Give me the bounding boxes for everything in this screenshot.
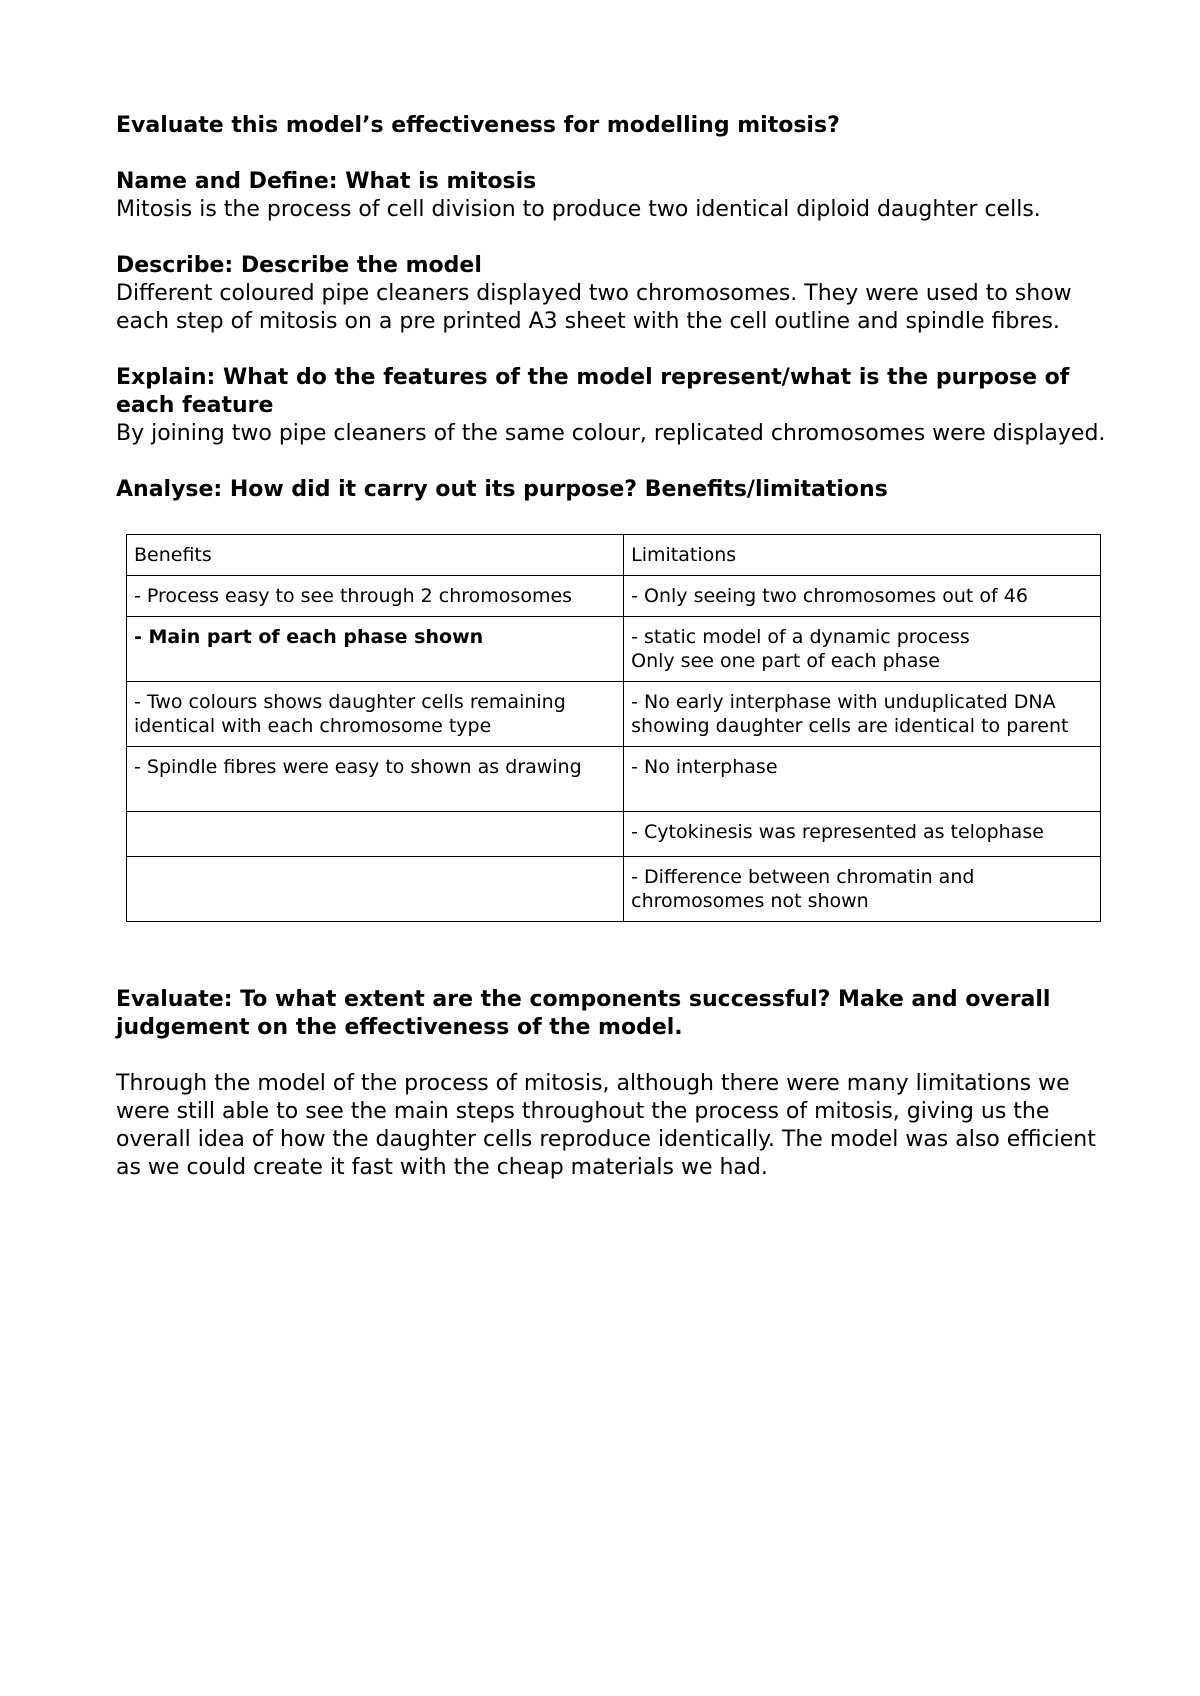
document-page	[116, 112, 1106, 1182]
analyse-heading: Analyse: How did it carry out its purpose? Benefits/limitations	[116, 477, 888, 502]
describe-body: Different coloured pipe cleaners displayed two chromosomes. They were used to show each step of mitosis on a pre printed A3 sheet with the cell outline and spindle fibres.	[116, 281, 1072, 334]
spacer	[116, 224, 1106, 252]
spacer	[116, 336, 1106, 364]
limitation-text-secondary: Only see one part of each phase	[631, 650, 940, 672]
explain-heading: Explain: What do the features of the model represent/what is the purpose of each feature	[116, 365, 1070, 418]
table-row	[127, 812, 1101, 857]
limitation-text: - Difference between chromatin and chromosomes not shown	[631, 866, 975, 912]
limitation-cell	[624, 857, 1101, 922]
limitation-text: - Only seeing two chromosomes out of 46	[631, 585, 1028, 607]
define-body: Mitosis is the process of cell division to produce two identical diploid daughter cells.	[116, 197, 1041, 222]
limitation-text: - No interphase	[631, 756, 778, 778]
evaluate-heading: Evaluate: To what extent are the components successful? Make and overall judgement on the effectiveness of the model.	[116, 987, 1051, 1040]
document-title: Evaluate this model’s effectiveness for modelling mitosis?	[116, 113, 840, 138]
limitation-cell	[624, 617, 1101, 682]
benefit-cell: - Main part of each phase shown	[127, 617, 624, 682]
benefits-limitations-table	[126, 534, 1101, 922]
limitations-header: Limitations	[624, 535, 1101, 576]
limitation-text: - Cytokinesis was represented as telophase	[631, 821, 1044, 843]
benefit-cell	[127, 812, 624, 857]
table-header-row	[127, 535, 1101, 576]
table-row	[127, 576, 1101, 617]
limitation-text: - static model of a dynamic process	[631, 626, 970, 648]
describe-heading: Describe: Describe the model	[116, 253, 482, 278]
limitation-cell	[624, 576, 1101, 617]
table-row	[127, 747, 1101, 812]
table-row	[127, 617, 1101, 682]
benefit-cell	[127, 857, 624, 922]
spacer	[116, 922, 1106, 986]
benefits-header: Benefits	[127, 535, 624, 576]
benefit-cell: - Two colours shows daughter cells remaining identical with each chromosome type	[127, 682, 624, 747]
spacer	[116, 140, 1106, 168]
table-row	[127, 682, 1101, 747]
spacer	[116, 448, 1106, 476]
limitation-cell	[624, 812, 1101, 857]
table-row	[127, 857, 1101, 922]
limitation-text: - No early interphase with unduplicated DNA showing daughter cells are identical to parent	[631, 691, 1069, 737]
define-heading: Name and Define: What is mitosis	[116, 169, 537, 194]
limitation-cell	[624, 747, 1101, 812]
benefit-cell: - Spindle fibres were easy to shown as drawing	[127, 747, 624, 812]
benefit-cell: - Process easy to see through 2 chromosomes	[127, 576, 624, 617]
spacer	[116, 1042, 1106, 1070]
evaluate-body: Through the model of the process of mitosis, although there were many limitations we were still able to see the main steps throughout the process of mitosis, giving us the overall idea of how the daughter cells reproduce identically. The model was also efficient as we could create it fast with the cheap materials we had.	[116, 1071, 1096, 1180]
limitation-cell	[624, 682, 1101, 747]
explain-body: By joining two pipe cleaners of the same colour, replicated chromosomes were displayed.	[116, 421, 1106, 446]
